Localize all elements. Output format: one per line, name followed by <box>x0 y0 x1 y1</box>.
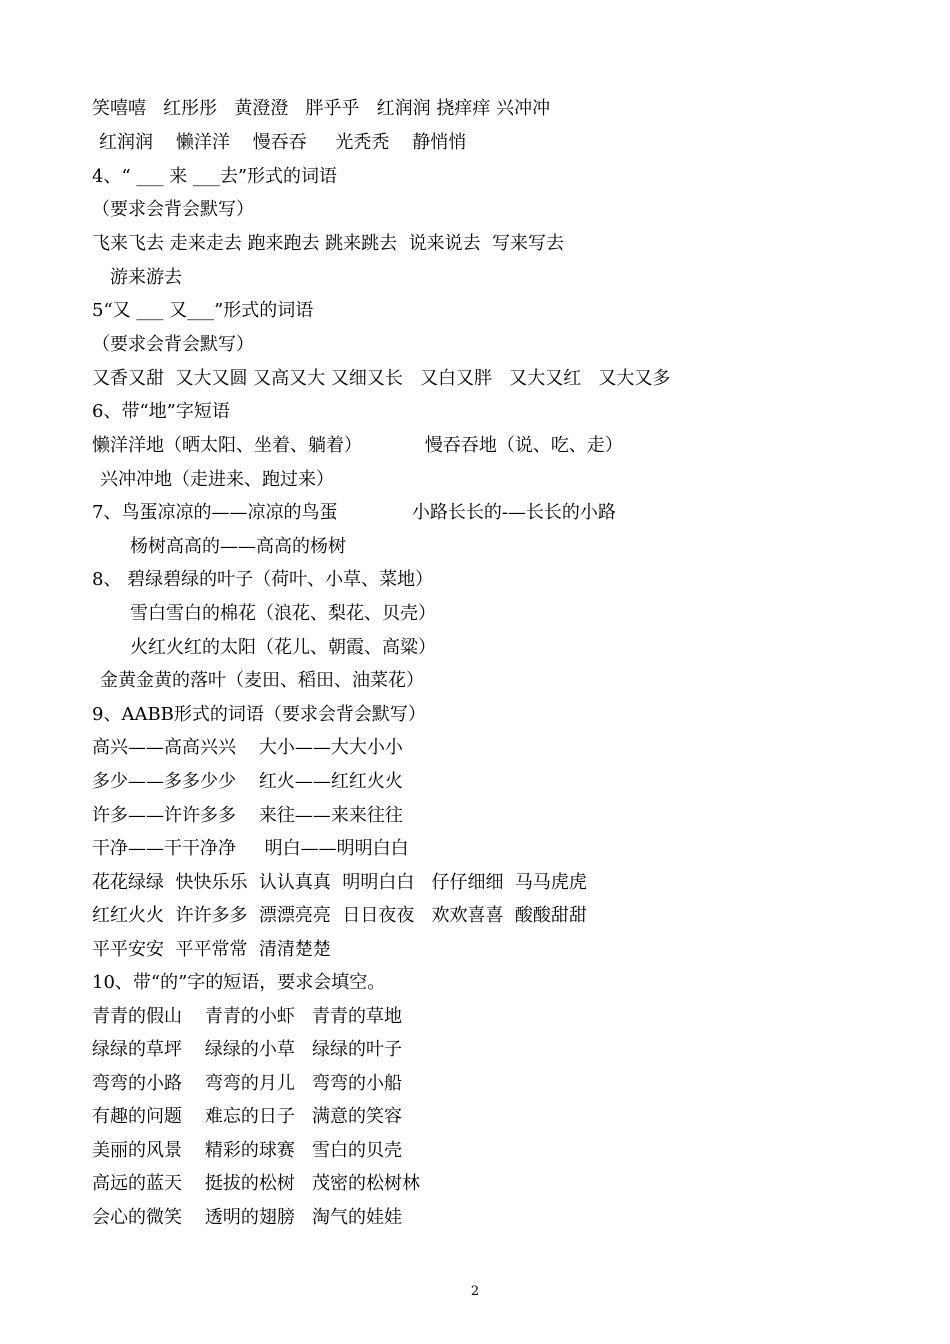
text-line: 懒洋洋地（晒太阳、坐着、躺着） 慢吞吞地（说、吃、走） <box>92 435 623 456</box>
text-line: 游来游去 <box>110 267 182 288</box>
text-line: 会心的微笑 透明的翅膀 淘气的娃娃 <box>92 1207 403 1228</box>
text-line: 红红火火 许许多多 漂漂亮亮 日日夜夜 欢欢喜喜 酸酸甜甜 <box>92 905 587 926</box>
text-line: 又香又甜 又大又圆 又高又大 又细又长 又白又胖 又大又红 又大又多 <box>92 368 671 389</box>
text-line: 兴冲冲地（走进来、跑过来） <box>100 469 334 490</box>
text-line: 红润润 懒洋洋 慢吞吞 光秃秃 静悄悄 <box>99 132 467 153</box>
text-line: 杨树高高的——高高的杨树 <box>130 536 346 557</box>
text-line: 飞来飞去 走来走去 跑来跑去 跳来跳去 说来说去 写来写去 <box>92 233 565 254</box>
text-line: （要求会背会默写） <box>92 199 254 220</box>
page-number: 2 <box>470 1284 480 1299</box>
text-line: 许多——许许多多 来往——来来往往 <box>92 805 403 826</box>
section-heading: 6、带“地”字短语 <box>92 401 230 422</box>
text-line: 青青的假山 青青的小虾 青青的草地 <box>92 1006 403 1027</box>
text-line: 美丽的风景 精彩的球赛 雪白的贝壳 <box>92 1140 403 1161</box>
text-line: 火红火红的太阳（花儿、朝霞、高粱） <box>130 637 436 658</box>
text-line: 多少——多多少少 红火——红红火火 <box>92 771 403 792</box>
section-heading: 4、“ ___ 来 ___去”形式的词语 <box>92 166 338 187</box>
text-line: 花花绿绿 快快乐乐 认认真真 明明白白 仔仔细细 马马虎虎 <box>92 872 587 893</box>
text-line: 弯弯的小路 弯弯的月儿 弯弯的小船 <box>92 1073 403 1094</box>
section-heading: 10、带“的”字的短语，要求会填空。 <box>92 972 386 993</box>
section-heading: 7、鸟蛋凉凉的——凉凉的鸟蛋 小路长长的-—长长的小路 <box>92 502 616 523</box>
text-line: 雪白雪白的棉花（浪花、梨花、贝壳） <box>130 603 436 624</box>
text-line: 有趣的问题 难忘的日子 满意的笑容 <box>92 1106 403 1127</box>
text-line: 干净——干干净净 明白——明明白白 <box>92 838 409 859</box>
text-line: 高兴——高高兴兴 大小——大大小小 <box>92 737 403 758</box>
text-line: 笑嘻嘻 红彤彤 黄澄澄 胖乎乎 红润润 挠痒痒 兴冲冲 <box>92 98 551 119</box>
text-line: 绿绿的草坪 绿绿的小草 绿绿的叶子 <box>92 1039 403 1060</box>
text-line: （要求会背会默写） <box>92 334 254 355</box>
section-heading: 8、 碧绿碧绿的叶子（荷叶、小草、菜地） <box>92 569 434 590</box>
text-line: 金黄金黄的落叶（麦田、稻田、油菜花） <box>100 670 424 691</box>
text-line: 平平安安 平平常常 清清楚楚 <box>92 939 331 960</box>
section-heading: 5“又 ___ 又___”形式的词语 <box>92 300 314 321</box>
text-line: 高远的蓝天 挺拔的松树 茂密的松树林 <box>92 1173 421 1194</box>
section-heading: 9、AABB形式的词语（要求会背会默写） <box>92 704 426 725</box>
